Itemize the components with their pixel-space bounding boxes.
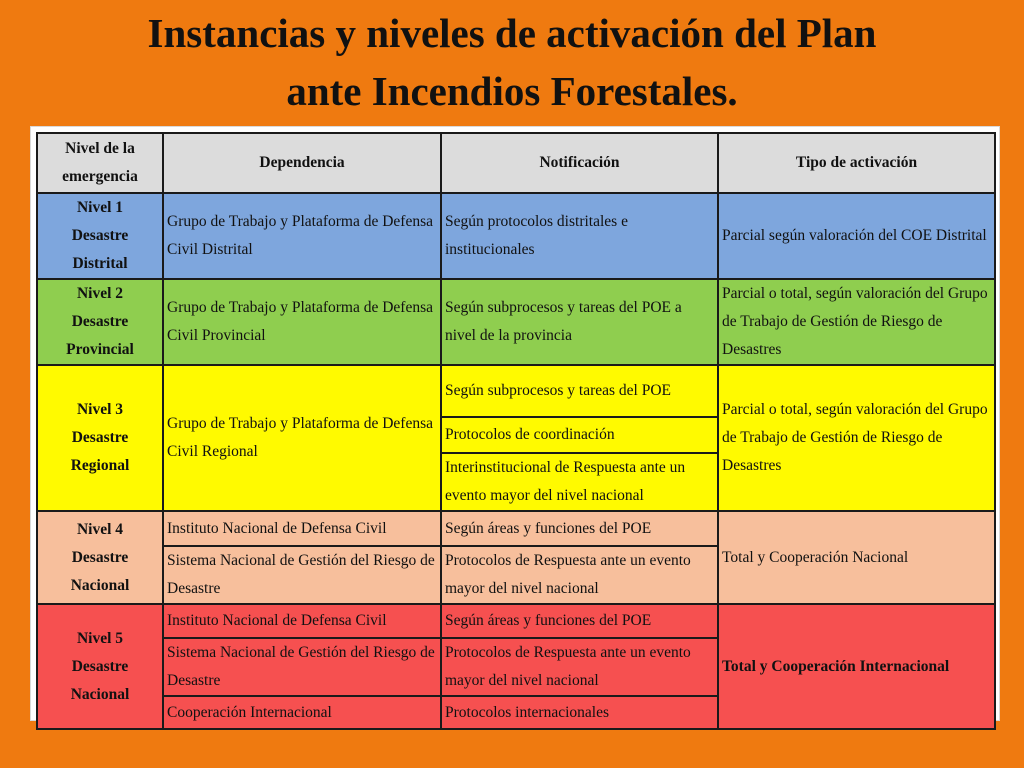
notificacion-cell: Protocolos de coordinación xyxy=(441,417,718,453)
level-scope: Regional xyxy=(70,457,130,474)
activacion-cell: Parcial o total, según valoración del Grupo de Trabajo de Gestión de Riesgo de Desastres xyxy=(718,279,995,365)
table-frame xyxy=(30,126,1000,721)
activation-table xyxy=(36,132,996,730)
dependencia-cell: Instituto Nacional de Defensa Civil xyxy=(163,604,441,638)
level-number: Nivel 1 xyxy=(76,199,124,216)
title-line-1: Instancias y niveles de activación del Plan xyxy=(147,10,877,56)
table-header-row xyxy=(37,133,995,193)
level-number: Nivel 5 xyxy=(76,629,124,647)
notificacion-cell: Según subprocesos y tareas del POE xyxy=(441,365,718,417)
page-title xyxy=(0,4,1024,120)
dependencia-cell: Grupo de Trabajo y Plataforma de Defensa Civil Regional xyxy=(163,365,441,511)
dependencia-cell: Sistema Nacional de Gestión del Riesgo de Desastre xyxy=(163,546,441,604)
level-type: Desastre xyxy=(71,548,129,566)
level-type: Desastre xyxy=(71,313,129,330)
title-line-2: ante Incendios Forestales. xyxy=(286,68,738,114)
activacion-cell: Total y Cooperación Nacional xyxy=(718,511,995,604)
notificacion-cell: Interinstitucional de Respuesta ante un evento mayor del nivel nacional xyxy=(441,453,718,511)
activacion-cell: Parcial o total, según valoración del Grupo de Trabajo de Gestión de Riesgo de Desastres xyxy=(718,365,995,511)
level-scope: Distrital xyxy=(72,255,128,272)
header-nivel: Nivel de la emergencia xyxy=(37,133,163,193)
table-row xyxy=(37,193,995,279)
level-number: Nivel 3 xyxy=(76,401,124,418)
level-type: Desastre xyxy=(71,657,129,675)
level-scope: Nacional xyxy=(70,685,130,703)
notificacion-cell: Protocolos de Respuesta ante un evento mayor del nivel nacional xyxy=(441,546,718,604)
level-number: Nivel 2 xyxy=(76,285,124,302)
dependencia-cell: Sistema Nacional de Gestión del Riesgo de Desastre xyxy=(163,638,441,696)
table-row xyxy=(37,511,995,546)
dependencia-cell: Instituto Nacional de Defensa Civil xyxy=(163,511,441,546)
level-scope: Nacional xyxy=(70,576,130,594)
table-row xyxy=(37,279,995,365)
level-cell-1 xyxy=(37,193,163,279)
header-activacion: Tipo de activación xyxy=(718,133,995,193)
dependencia-cell: Cooperación Internacional xyxy=(163,696,441,729)
header-notificacion: Notificación xyxy=(441,133,718,193)
notificacion-cell: Protocolos de Respuesta ante un evento mayor del nivel nacional xyxy=(441,638,718,696)
notificacion-cell: Según áreas y funciones del POE xyxy=(441,604,718,638)
level-cell-4 xyxy=(37,511,163,604)
level-scope: Provincial xyxy=(66,341,134,358)
level-type: Desastre xyxy=(71,429,129,446)
table-row xyxy=(37,604,995,638)
dependencia-cell: Grupo de Trabajo y Plataforma de Defensa Civil Distrital xyxy=(163,193,441,279)
notificacion-cell: Protocolos internacionales xyxy=(441,696,718,729)
dependencia-cell: Grupo de Trabajo y Plataforma de Defensa Civil Provincial xyxy=(163,279,441,365)
level-cell-5 xyxy=(37,604,163,729)
table-row xyxy=(37,365,995,417)
level-type: Desastre xyxy=(71,227,129,244)
notificacion-cell: Según protocolos distritales e institucionales xyxy=(441,193,718,279)
header-dependencia: Dependencia xyxy=(163,133,441,193)
notificacion-cell: Según subprocesos y tareas del POE a nivel de la provincia xyxy=(441,279,718,365)
activacion-cell: Parcial según valoración del COE Distrital xyxy=(718,193,995,279)
activacion-cell: Total y Cooperación Internacional xyxy=(718,604,995,729)
notificacion-cell: Según áreas y funciones del POE xyxy=(441,511,718,546)
level-cell-2 xyxy=(37,279,163,365)
level-cell-3 xyxy=(37,365,163,511)
level-number: Nivel 4 xyxy=(76,520,124,538)
